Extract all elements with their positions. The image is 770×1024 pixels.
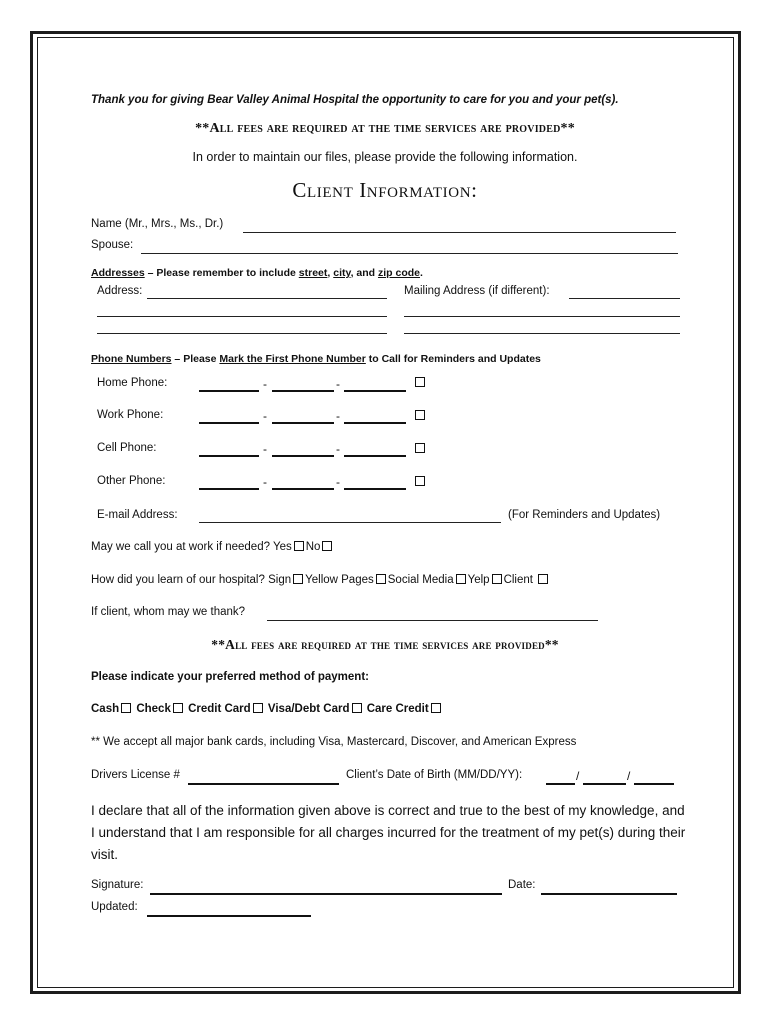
home-phone-first-checkbox[interactable] bbox=[415, 377, 425, 387]
payment-credit-card-label: Credit Card bbox=[188, 703, 251, 715]
phone-heading-main: Phone Numbers bbox=[91, 353, 172, 365]
other-phone-dash-2: - bbox=[336, 475, 340, 489]
work-call-yes-checkbox[interactable] bbox=[294, 541, 304, 551]
cards-accepted-note: ** We accept all major bank cards, including Visa, Mastercard, Discover, and American Express bbox=[91, 736, 577, 748]
work-phone-line[interactable] bbox=[344, 422, 406, 424]
phone-heading-mark: Mark the First Phone Number bbox=[219, 353, 366, 365]
payment-visa-debt-label: Visa/Debt Card bbox=[267, 703, 350, 715]
referral-yellow-pages-label: Yellow Pages bbox=[305, 574, 374, 586]
signature-field[interactable] bbox=[150, 893, 502, 895]
addresses-street: street bbox=[298, 267, 328, 279]
email-field[interactable] bbox=[199, 522, 501, 523]
date-field[interactable] bbox=[541, 893, 677, 895]
cell-phone-area[interactable] bbox=[199, 455, 259, 457]
work-phone-area[interactable] bbox=[199, 422, 259, 424]
referral-sign-checkbox[interactable] bbox=[293, 574, 303, 584]
spouse-field[interactable] bbox=[141, 253, 678, 254]
updated-label: Updated: bbox=[91, 901, 138, 913]
addresses-city: city bbox=[333, 267, 351, 279]
payment-care-credit-label: Care Credit bbox=[366, 703, 429, 715]
home-phone-line[interactable] bbox=[344, 390, 406, 392]
phone-heading-mid: – Please bbox=[171, 353, 220, 365]
email-label: E-mail Address: bbox=[97, 509, 178, 521]
payment-check-checkbox[interactable] bbox=[173, 703, 183, 713]
phone-heading-end: to Call for Reminders and Updates bbox=[365, 353, 541, 365]
payment-prompt: Please indicate your preferred method of payment: bbox=[91, 671, 369, 683]
payment-visa-debt-checkbox[interactable] bbox=[352, 703, 362, 713]
mailing-address-field-3[interactable] bbox=[404, 333, 680, 334]
referral-yelp-checkbox[interactable] bbox=[492, 574, 502, 584]
referral-social-media-label: Social Media bbox=[387, 574, 454, 586]
thank-you-text: Thank you for giving Bear Valley Animal Hospital the opportunity to care for you and your pet(s). bbox=[91, 94, 619, 106]
drivers-license-label: Drivers License # bbox=[91, 769, 180, 781]
home-phone-prefix[interactable] bbox=[272, 390, 334, 392]
cell-phone-line[interactable] bbox=[344, 455, 406, 457]
addresses-period: . bbox=[420, 267, 423, 279]
address-field-3[interactable] bbox=[97, 333, 387, 334]
home-phone-area[interactable] bbox=[199, 390, 259, 392]
work-phone-prefix[interactable] bbox=[272, 422, 334, 424]
dob-month-field[interactable] bbox=[546, 783, 575, 785]
referral-question bbox=[91, 574, 550, 586]
thank-client-field[interactable] bbox=[267, 620, 598, 621]
payment-check-label: Check bbox=[136, 703, 171, 715]
work-call-no-checkbox[interactable] bbox=[322, 541, 332, 551]
work-phone-dash-1: - bbox=[263, 409, 267, 423]
other-phone-label: Other Phone: bbox=[97, 475, 166, 487]
addresses-heading bbox=[91, 267, 423, 279]
work-call-text: May we call you at work if needed? bbox=[91, 541, 270, 553]
cell-phone-first-checkbox[interactable] bbox=[415, 443, 425, 453]
email-note: (For Reminders and Updates) bbox=[508, 509, 661, 521]
other-phone-first-checkbox[interactable] bbox=[415, 476, 425, 486]
payment-care-credit-checkbox[interactable] bbox=[431, 703, 441, 713]
work-call-no-label: No bbox=[305, 541, 321, 553]
dob-day-field[interactable] bbox=[583, 783, 626, 785]
drivers-license-field[interactable] bbox=[188, 783, 339, 785]
home-phone-label: Home Phone: bbox=[97, 377, 168, 389]
cell-phone-label: Cell Phone: bbox=[97, 442, 157, 454]
spouse-label: Spouse: bbox=[91, 239, 134, 251]
name-label: Name (Mr., Mrs., Ms., Dr.) bbox=[91, 218, 224, 230]
cell-phone-dash-1: - bbox=[263, 442, 267, 456]
addresses-and: , and bbox=[350, 267, 378, 279]
mailing-address-label: Mailing Address (if different): bbox=[404, 285, 550, 297]
mailing-address-field-1[interactable] bbox=[569, 298, 680, 299]
thank-client-label: If client, whom may we thank? bbox=[91, 606, 246, 618]
addresses-comma: , bbox=[327, 267, 334, 279]
payment-cash-label: Cash bbox=[91, 703, 120, 715]
home-phone-dash-1: - bbox=[263, 377, 267, 391]
work-phone-dash-2: - bbox=[336, 409, 340, 423]
date-label: Date: bbox=[508, 879, 536, 891]
referral-sign-label: Sign bbox=[268, 574, 292, 586]
other-phone-prefix[interactable] bbox=[272, 488, 334, 490]
phone-heading bbox=[91, 353, 541, 365]
referral-client-label: Client bbox=[503, 574, 533, 586]
addresses-heading-main: Addresses bbox=[91, 267, 145, 279]
updated-field[interactable] bbox=[147, 915, 311, 917]
form-title: Client Information: bbox=[292, 178, 478, 202]
other-phone-dash-1: - bbox=[263, 475, 267, 489]
signature-label: Signature: bbox=[91, 879, 144, 891]
work-call-yes-label: Yes bbox=[272, 541, 292, 553]
dob-slash-1: / bbox=[576, 769, 580, 783]
dob-year-field[interactable] bbox=[634, 783, 674, 785]
referral-yellow-pages-checkbox[interactable] bbox=[376, 574, 386, 584]
work-phone-first-checkbox[interactable] bbox=[415, 410, 425, 420]
fees-banner-top: **All fees are required at the time services are provided** bbox=[195, 121, 575, 136]
cell-phone-prefix[interactable] bbox=[272, 455, 334, 457]
address-field-1[interactable] bbox=[147, 298, 387, 299]
mailing-address-field-2[interactable] bbox=[404, 316, 680, 317]
home-phone-dash-2: - bbox=[336, 377, 340, 391]
dob-slash-2: / bbox=[627, 769, 631, 783]
declaration-text: I declare that all of the information given above is correct and true to the best of my knowledge, and I understand that I am responsible for all charges incurred for the treatment of my pet(s) during their visit. bbox=[91, 803, 686, 862]
referral-yelp-label: Yelp bbox=[467, 574, 490, 586]
referral-text: How did you learn of our hospital? bbox=[91, 574, 265, 586]
payment-credit-card-checkbox[interactable] bbox=[253, 703, 263, 713]
addresses-zip: zip code bbox=[377, 267, 420, 279]
payment-cash-checkbox[interactable] bbox=[121, 703, 131, 713]
payment-methods bbox=[91, 703, 443, 715]
addresses-heading-mid: – Please remember to include bbox=[144, 267, 299, 279]
name-field[interactable] bbox=[243, 232, 676, 233]
other-phone-area[interactable] bbox=[199, 488, 259, 490]
work-call-question bbox=[91, 541, 334, 553]
referral-client-checkbox[interactable] bbox=[538, 574, 548, 584]
instructions-text: In order to maintain our files, please provide the following information. bbox=[192, 150, 578, 164]
referral-social-media-checkbox[interactable] bbox=[456, 574, 466, 584]
cell-phone-dash-2: - bbox=[336, 442, 340, 456]
dob-label: Client’s Date of Birth (MM/DD/YY): bbox=[346, 769, 523, 781]
other-phone-line[interactable] bbox=[344, 488, 406, 490]
work-phone-label: Work Phone: bbox=[97, 409, 164, 421]
fees-banner-bottom: **All fees are required at the time services are provided** bbox=[211, 637, 559, 652]
address-label: Address: bbox=[97, 285, 143, 297]
address-field-2[interactable] bbox=[97, 316, 387, 317]
